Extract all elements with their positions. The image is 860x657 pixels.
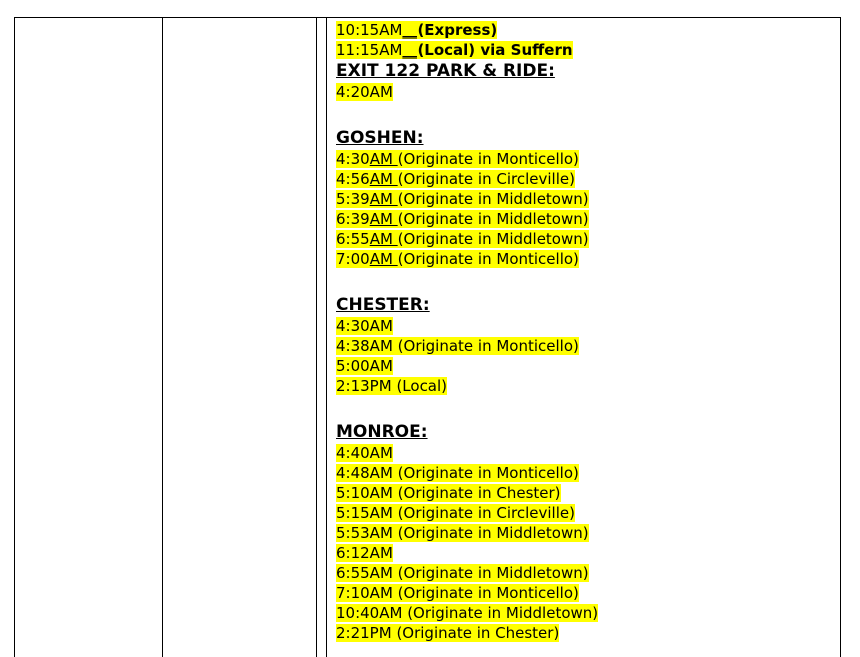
time: 10:15AM (336, 21, 403, 39)
note: (Originate in Monticello) (397, 250, 579, 268)
section-heading-monroe: MONROE: (336, 422, 428, 442)
note: (Originate in Chester) (392, 484, 561, 502)
time: 7:10AM (336, 584, 393, 602)
schedule-line (336, 583, 836, 603)
note: (Originate in Middletown) (397, 190, 589, 208)
time: 4:20AM (336, 83, 393, 101)
time: 6:39 (336, 210, 370, 228)
schedule-line (336, 229, 836, 249)
schedule-cell (336, 20, 836, 643)
time: 5:10AM (336, 484, 393, 502)
schedule-line (336, 316, 836, 336)
time: 5:53AM (336, 524, 393, 542)
note: (Originate in Middletown) (392, 524, 589, 542)
time: 4:30 (336, 150, 370, 168)
separator: __ (402, 41, 418, 59)
ampm: AM (369, 150, 398, 168)
time: 5:15AM (336, 504, 393, 522)
note: (Originate in Monticello) (397, 150, 579, 168)
note: (Originate in Middletown) (392, 564, 589, 582)
schedule-line (336, 503, 836, 523)
separator: __ (402, 21, 418, 39)
schedule-line (336, 169, 836, 189)
ampm: AM (369, 250, 398, 268)
schedule-line (336, 603, 836, 623)
time: 2:13PM (336, 377, 392, 395)
time: 7:00 (336, 250, 370, 268)
time: 4:56 (336, 170, 370, 188)
schedule-line (336, 563, 836, 583)
time: 6:12AM (336, 544, 393, 562)
note: (Originate in Middletown) (397, 230, 589, 248)
schedule-line (336, 443, 836, 463)
schedule-line (336, 249, 836, 269)
schedule-line (336, 149, 836, 169)
time: 6:55 (336, 230, 370, 248)
table-top-border (14, 17, 841, 18)
schedule-line (336, 523, 836, 543)
note: (Originate in Monticello) (392, 584, 579, 602)
note: (Local) (391, 377, 448, 395)
section-heading-chester: CHESTER: (336, 295, 430, 315)
note: (Originate in Monticello) (392, 464, 579, 482)
schedule-line (336, 623, 836, 643)
note: (Originate in Chester) (391, 624, 560, 642)
note: (Originate in Circleville) (397, 170, 575, 188)
ampm: AM (369, 170, 398, 188)
note: (Originate in Circleville) (392, 504, 575, 522)
schedule-line (336, 356, 836, 376)
schedule-line (336, 376, 836, 396)
ampm: AM (369, 190, 398, 208)
time: 4:48AM (336, 464, 393, 482)
note: (Originate in Middletown) (397, 210, 589, 228)
schedule-line (336, 20, 836, 40)
time: 5:39 (336, 190, 370, 208)
note: (Express) (417, 21, 498, 39)
note: (Local) via Suffern (417, 41, 573, 59)
time: 2:21PM (336, 624, 392, 642)
schedule-line (336, 40, 836, 60)
ampm: AM (369, 210, 398, 228)
column-divider-1 (162, 17, 163, 657)
ampm: AM (369, 230, 398, 248)
note: (Originate in Middletown) (402, 604, 599, 622)
schedule-line (336, 336, 836, 356)
table-right-border (840, 17, 841, 657)
table-left-border (14, 17, 15, 657)
schedule-line (336, 209, 836, 229)
column-divider-2 (316, 17, 317, 657)
time: 5:00AM (336, 357, 393, 375)
note: (Originate in Monticello) (392, 337, 579, 355)
time: 6:55AM (336, 564, 393, 582)
schedule-line (336, 82, 836, 102)
section-heading-exit-122: EXIT 122 PARK & RIDE: (336, 61, 555, 81)
time: 4:40AM (336, 444, 393, 462)
column-divider-3 (326, 17, 327, 657)
schedule-line (336, 543, 836, 563)
schedule-line (336, 483, 836, 503)
schedule-line (336, 189, 836, 209)
time: 4:30AM (336, 317, 393, 335)
time: 4:38AM (336, 337, 393, 355)
schedule-line (336, 463, 836, 483)
section-heading-goshen: GOSHEN: (336, 128, 424, 148)
time: 10:40AM (336, 604, 403, 622)
time: 11:15AM (336, 41, 403, 59)
